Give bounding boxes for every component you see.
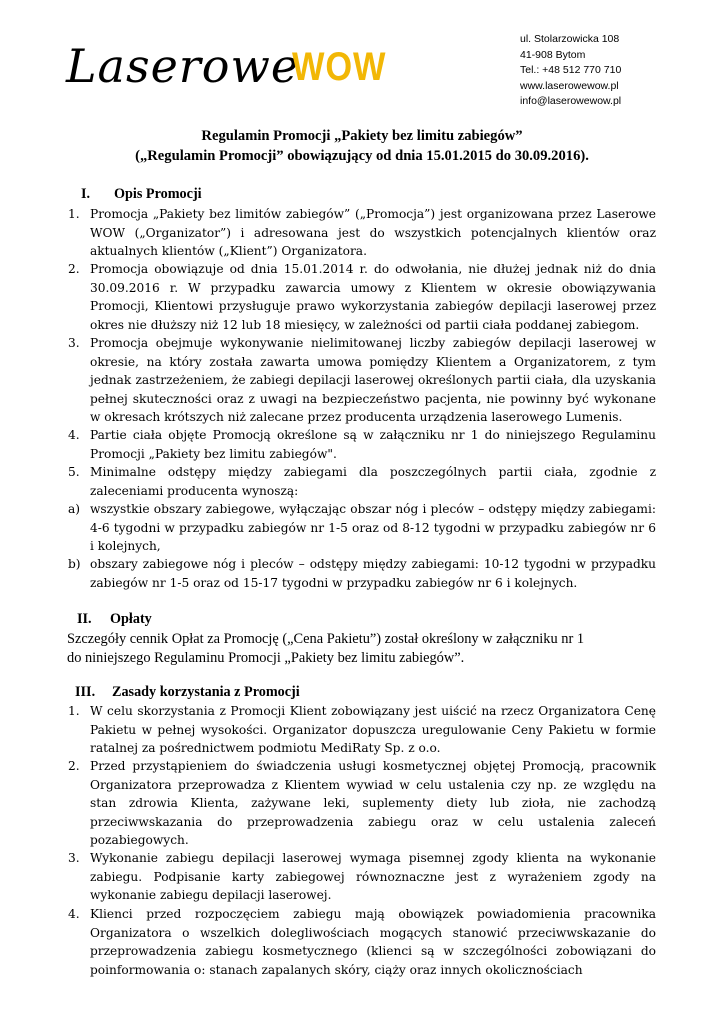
contact-address: ul. Stolarzowicka 108 xyxy=(520,33,620,45)
document-page: Laserowe WOW ul. Stolarzowicka 108 41-908 Bytom Tel.: +48 512 770 710 www.laserowewow.pl info@laserowewow.pl Regulamin Promocji „Pakiety bez limitu zabiegów” („Regulamin Promocji” obowiązujący od dnia 15.01.2015 do 30.09.2016). I. Opis Promocji 1. Promocja „Pakiety bez limitów zabiegów” („Promocja”) jest organizowana przez Laserowe WOW („Organizator”) i adresowana jest do wszystkich potencjalnych klientów oraz aktualnych klientów („Klient”) Organizatora. 2. Promocja obowiązuje od dnia 15.01.2014 r. do odwołania, nie dłużej jednak niż do dnia 30.09.2016 r. W przypadku zawarcia umowy z Klientem w okresie obowiązywania Promocji, Klientowi przysługuje prawo wykorzystania zabiegów depilacji laserowej przez okres nie dłuższy niż 12 lub 18 miesięcy, w zależności od partii ciała poddanej zabiegom. 3. Promocja obejmuje wykonywanie nielimitowanej liczby zabiegów depilacji laserowej w okresie, na który została zawarta umowa pomiędzy Klientem a Organizatorem, z tym jednak zastrzeżeniem, że zabiegi depilacji laserowej określonych partii ciała, dla uzyskania pełnej skuteczności oraz z uwagi na bezpieczeństwo pacjenta, nie powinny być wykonane w okresach krótszych niż zalecane przez producenta urządzenia laserowego Lumenis. 4. Partie ciała objęte Promocją określone są w załączniku nr 1 do niniejszego Regulaminu Promocji „Pakiety bez limitu zabiegów". 5. Minimalne odstępy między zabiegami dla poszczególnych partii ciała, zgodnie z zaleceniami producenta wynoszą: a) wszystkie obszary zabiegowe, wyłączając obszar nóg i pleców – odstępy między zabiegami: 4-6 tygodni w przypadku zabiegów nr 1-5 oraz od 8-12 tygodni w przypadku zabiegów nr 6 i kolejnych, b) obszary zabiegowe nóg i pleców – odstępy między zabiegami: 10-12 tygodni w przypadku zabiegów nr 1-5 oraz od 15-17 tygodni w przypadku zabiegów nr 6 i kolejnych. II. Opłaty Szczegóły cennik Opłat za Promocję („Cena Pakietu”) został określony w załączniku nr 1 do niniejszego Regulaminu Promocji „Pakiety bez limitu zabiegów”. III. Zasady korzystania z Promocji 1. W celu skorzystania z Promocji Klient zobowiązany jest uiścić na rzecz Organizatora Cenę Pakietu w pełnej wysokości. Organizator dopuszcza uregulowanie Ceny Pakietu w formie ratalnej za pośrednictwem podmiotu MediRaty Sp. z o.o. 2. Przed przystąpieniem do świadczenia usługi kosmetycznej objętej Promocją, pracownik Organizatora przeprowadza z Klientem wywiad w celu ustalenia czy np. ze względu na stan zdrowia Klienta, zażywane leki, suplementy diety lub zioła, nie zachodzą przeciwwskazania do przeprowadzenia zabiegu oraz w celu ustalenia zaleceń pozabiegowych. 3. Wykonanie zabiegu depilacji laserowej wymaga pisemnej zgody klienta na wykonanie zabiegu. Podpisanie karty zabiegowej równoznaczne jest z wyrażeniem zgody na wykonanie zabiegu depilacji laserowej. 4. Klienci przed rozpoczęciem zabiegu mają obowiązek powiadomienia pracownika Organizatora o wszelkich dolegliwościach mogących stanowić przeciwwskazanie do przeprowadzenia zabiegu kosmetycznego (klienci są w szczególności zobowiązani do poinformowania o: stanach zapalanych skóry, ciąży oraz innych okolicznościach xyxy=(0,0,724,1024)
logo-wow-text: WOW xyxy=(292,45,387,89)
list-item: 2. Promocja obowiązuje od dnia 15.01.2014 r. do odwołania, nie dłużej jednak niż do dnia 30.09.2016 r. W przypadku zawarcia umowy z Klientem w okresie obowiązywania Promocji, Klientowi przysługuje prawo wykorzystania zabiegów depilacji laserowej przez okres nie dłuższy niż 12 lub 18 miesięcy, w zależności od partii ciała poddanej zabiegom. xyxy=(68,262,656,332)
company-logo xyxy=(66,38,406,98)
list-item: b) obszary zabiegowe nóg i pleców – odstępy między zabiegami: 10-12 tygodni w przypadku zabiegów nr 1-5 oraz od 15-17 tygodni w przypadku zabiegów nr 6 i kolejnych. xyxy=(68,557,656,590)
contact-email: info@laserowewow.pl xyxy=(520,95,622,107)
list-item: 4. Partie ciała objęte Promocją określone są w załączniku nr 1 do niniejszego Regulaminu Promocji „Pakiety bez limitu zabiegów". xyxy=(68,428,656,461)
list-item: 1. W celu skorzystania z Promocji Klient zobowiązany jest uiścić na rzecz Organizatora Cenę Pakietu w pełnej wysokości. Organizator dopuszcza uregulowanie Ceny Pakietu w formie ratalnej za pośrednictwem podmiotu MediRaty Sp. z o.o. xyxy=(68,704,656,755)
list-item: 2. Przed przystąpieniem do świadczenia usługi kosmetycznej objętej Promocją, pracownik Organizatora przeprowadza z Klientem wywiad w celu ustalenia czy np. ze względu na stan zdrowia Klienta, zażywane leki, suplementy diety lub zioła, nie zachodzą przeciwwskazania do przeprowadzenia zabiegu oraz w celu ustalenia zaleceń pozabiegowych. xyxy=(68,759,656,847)
list-item: 3. Promocja obejmuje wykonywanie nielimitowanej liczby zabiegów depilacji laserowej w okresie, na który została zawarta umowa pomiędzy Klientem a Organizatorem, z tym jednak zastrzeżeniem, że zabiegi depilacji laserowej określonych partii ciała, dla uzyskania pełnej skuteczności oraz z uwagi na bezpieczeństwo pacjenta, nie powinny być wykonane w okresach krótszych niż zalecane przez producenta urządzenia laserowego Lumenis. xyxy=(68,336,656,424)
document-title: Regulamin Promocji „Pakiety bez limitu zabiegów” xyxy=(201,128,523,144)
contact-block xyxy=(520,32,621,110)
list-item: 1. Promocja „Pakiety bez limitów zabiegów” („Promocja”) jest organizowana przez Laserowe WOW („Organizator”) i adresowana jest do wszystkich potencjalnych klientów oraz aktualnych klientów („Klient”) Organizatora. xyxy=(68,207,656,258)
contact-website: www.laserowewow.pl xyxy=(520,79,619,92)
list-item: a) wszystkie obszary zabiegowe, wyłączając obszar nóg i pleców – odstępy między zabiegami: 4-6 tygodni w przypadku zabiegów nr 1-5 oraz od 8-12 tygodni w przypadku zabiegów nr 6 i kolejnych, xyxy=(68,502,656,553)
contact-city: 41-908 Bytom xyxy=(520,48,586,61)
contact-phone: Tel.: +48 512 770 710 xyxy=(520,64,622,76)
list-item: 4. Klienci przed rozpoczęciem zabiegu mają obowiązek powiadomienia pracownika Organizatora o wszelkich dolegliwościach mogących stanowić przeciwwskazanie do przeprowadzenia zabiegu kosmetycznego (klienci są w szczególności zobowiązani do poinformowania o: stanach zapalanych skóry, ciąży oraz innych okolicznościach xyxy=(68,907,656,977)
list-item: 3. Wykonanie zabiegu depilacji laserowej wymaga pisemnej zgody klienta na wykonanie zabiegu. Podpisanie karty zabiegowej równoznaczne jest z wyrażeniem zgody na wykonanie zabiegu depilacji laserowej. xyxy=(68,851,656,902)
list-item: 5. Minimalne odstępy między zabiegami dla poszczególnych partii ciała, zgodnie z zaleceniami producenta wynoszą: xyxy=(68,465,656,498)
document-subtitle: („Regulamin Promocji” obowiązujący od dnia 15.01.2015 do 30.09.2016). xyxy=(135,148,589,164)
logo-script-text: Laserowe xyxy=(66,39,300,93)
fees-paragraph: Szczegóły cennik Opłat za Promocję („Cena Pakietu”) został określony w załączniku nr 1 do niniejszego Regulaminu Promocji „Pakiety bez limitu zabiegów”. xyxy=(67,631,585,666)
